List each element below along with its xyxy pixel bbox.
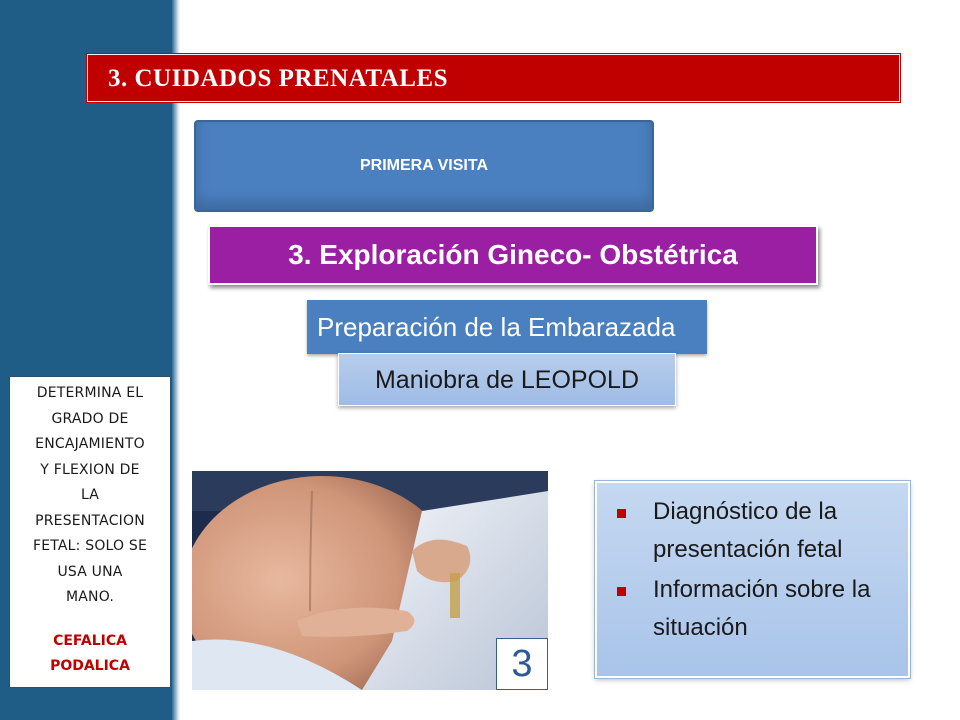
- side-note-line: LA: [80, 487, 100, 503]
- side-note-line: MANO.: [65, 589, 115, 605]
- side-note-line: ENCAJAMIENTO: [35, 436, 145, 452]
- list-item: [607, 571, 900, 647]
- bullet-text: Diagnóstico de la presentación fetal: [653, 498, 843, 563]
- maniobra-box: Maniobra de LEOPOLD: [338, 353, 676, 406]
- side-note-line: DETERMINA EL: [36, 385, 144, 401]
- side-note-line: USA UNA: [57, 563, 123, 580]
- bullet-list-box: [595, 481, 910, 678]
- side-note-podalica: PODALICA: [50, 658, 130, 674]
- list-item: [607, 493, 900, 569]
- side-note-text: [12, 381, 168, 611]
- side-note-line: PRESENTACION: [35, 512, 145, 529]
- slide-title: 3. CUIDADOS PRENATALES: [87, 54, 900, 102]
- bullet-text: Información sobre la situación: [653, 576, 871, 641]
- exploracion-heading: 3. Exploración Gineco- Obstétrica: [208, 225, 818, 285]
- side-note-line: Y FLEXION DE: [40, 461, 140, 478]
- square-bullet-icon: [617, 509, 626, 518]
- side-note-line: GRADO DE: [51, 410, 129, 427]
- side-note-cefalica: CEFALICA: [53, 632, 127, 649]
- square-bullet-icon: [617, 587, 626, 596]
- side-note-line: FETAL: SOLO SE: [32, 538, 148, 554]
- photo-number-badge: 3: [496, 638, 548, 690]
- side-note-box: [9, 376, 171, 688]
- preparacion-box: Preparación de la Embarazada: [307, 300, 707, 354]
- sidebar-edge: [172, 0, 180, 720]
- leopold-photo: [192, 471, 548, 690]
- primera-visita-box: PRIMERA VISITA: [194, 120, 654, 212]
